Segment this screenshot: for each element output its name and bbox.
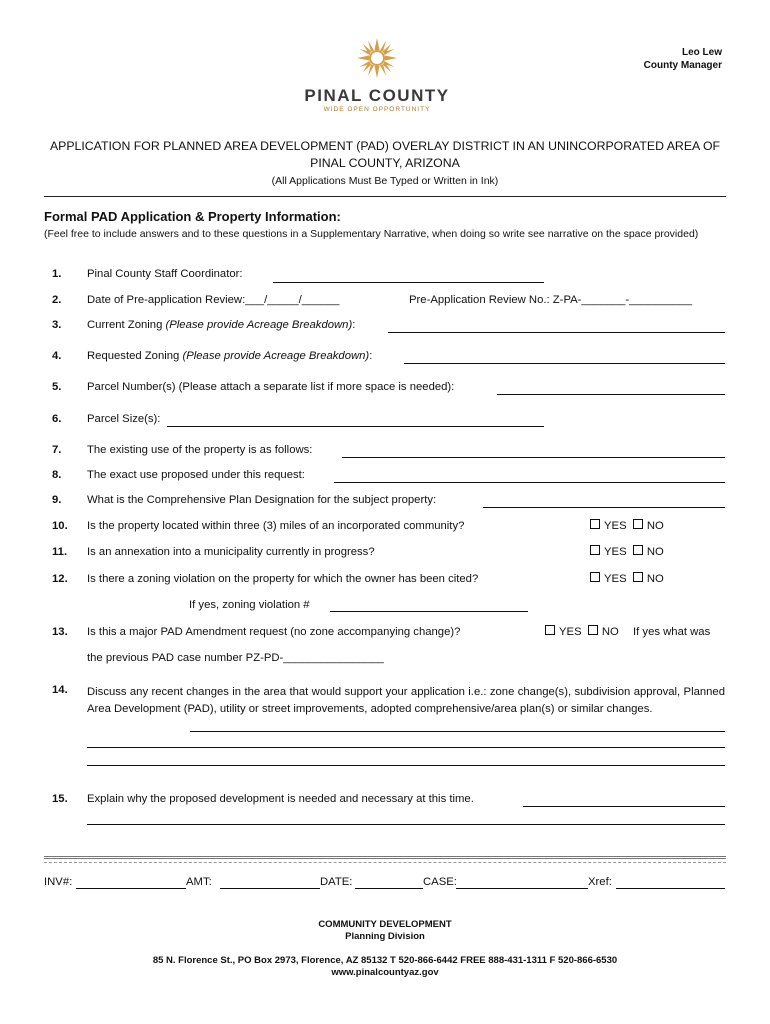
q9-label: What is the Comprehensive Plan Designation for the subject property:: [87, 494, 437, 506]
recent-changes-field-3[interactable]: [87, 753, 725, 766]
q10-no-checkbox[interactable]: [633, 520, 664, 532]
form-title-line1: APPLICATION FOR PLANNED AREA DEVELOPMENT (PAD) OVERLAY DISTRICT IN AN UNINCORPORATED AREA OF: [49, 139, 721, 153]
form-subtitle: (All Applications Must Be Typed or Written in Ink): [271, 175, 499, 187]
title-divider: [44, 196, 726, 197]
amt-label: AMT:: [186, 876, 212, 888]
q15-number: 15.: [52, 793, 68, 805]
q11-no-checkbox[interactable]: [633, 546, 664, 558]
explain-need-field-2[interactable]: [87, 812, 725, 825]
q4-label-colon: :: [369, 350, 373, 362]
q10-yes-checkbox[interactable]: [590, 520, 627, 532]
q12-label: Is there a zoning violation on the property for which the owner has been cited?: [87, 573, 479, 585]
section-title: Formal PAD Application & Property Information:: [44, 209, 341, 224]
current-zoning-field[interactable]: [388, 320, 725, 333]
q6-label: Parcel Size(s):: [87, 413, 161, 425]
q7-number: 7.: [52, 444, 62, 456]
xref-field[interactable]: [616, 876, 725, 889]
q4-number: 4.: [52, 350, 62, 362]
q10-no-label: NO: [646, 520, 664, 532]
recent-changes-field-2[interactable]: [87, 735, 725, 748]
logo-title: PINAL COUNTY: [304, 86, 450, 105]
explain-need-field-1[interactable]: [523, 794, 725, 807]
staff-coordinator-field[interactable]: [273, 270, 544, 283]
q12-yes-checkbox[interactable]: [590, 573, 627, 585]
recent-changes-field-1[interactable]: [190, 719, 725, 732]
q4-label-note: (Please provide Acreage Breakdown): [182, 350, 370, 362]
q13-number: 13.: [52, 626, 68, 638]
q3-number: 3.: [52, 319, 62, 331]
q5-label: Parcel Number(s) (Please attach a separate list if more space is needed):: [87, 381, 455, 393]
q1-label: Pinal County Staff Coordinator:: [87, 268, 243, 280]
q3-label: [87, 319, 355, 331]
q12-no-checkbox[interactable]: [633, 573, 664, 585]
q13-yes-label: YES: [559, 626, 582, 638]
sun-logo-icon: [355, 36, 399, 80]
q13-yes-checkbox[interactable]: [545, 626, 582, 638]
pre-app-review-no-field[interactable]: Pre-Application Review No.: Z-PA-_______-__________: [409, 294, 693, 306]
q10-number: 10.: [52, 520, 68, 532]
dept-name: COMMUNITY DEVELOPMENT: [318, 919, 452, 930]
pre-app-date-field[interactable]: Date of Pre-application Review:___/_____/______: [87, 294, 340, 306]
q5-number: 5.: [52, 381, 62, 393]
q1-number: 1.: [52, 268, 62, 280]
case-field[interactable]: [456, 876, 588, 889]
q14-number: 14.: [52, 684, 68, 696]
q10-yes-label: YES: [604, 520, 627, 532]
q11-label: Is an annexation into a municipality currently in progress?: [87, 546, 375, 558]
q13-options: [545, 625, 619, 638]
footer-divider: [44, 856, 726, 859]
q8-number: 8.: [52, 469, 62, 481]
q2-number: 2.: [52, 294, 62, 306]
q11-yes-label: YES: [604, 546, 627, 558]
q6-number: 6.: [52, 413, 62, 425]
q12-number: 12.: [52, 573, 68, 585]
q10-options: [590, 519, 664, 532]
q15-label: Explain why the proposed development is needed and necessary at this time.: [87, 793, 474, 805]
comp-plan-field[interactable]: [483, 495, 725, 508]
q9-number: 9.: [52, 494, 62, 506]
date-label: DATE:: [320, 876, 353, 888]
q11-options: [590, 545, 664, 558]
date-field[interactable]: [355, 876, 423, 889]
q11-yes-checkbox[interactable]: [590, 546, 627, 558]
q10-label: Is the property located within three (3) miles of an incorporated community?: [87, 520, 465, 532]
division-name: Planning Division: [345, 931, 425, 942]
q12-yes-label: YES: [604, 573, 627, 585]
dept-website[interactable]: www.pinalcountyaz.gov: [331, 967, 439, 978]
case-label: CASE:: [423, 876, 457, 888]
parcel-size-field[interactable]: [167, 414, 544, 427]
q12-no-label: NO: [646, 573, 664, 585]
q11-no-label: NO: [646, 546, 664, 558]
amt-field[interactable]: [220, 876, 320, 889]
manager-name: Leo Lew: [681, 47, 722, 58]
q13-no-label: NO: [601, 626, 619, 638]
manager-block: [644, 46, 722, 72]
proposed-use-field[interactable]: [334, 470, 725, 483]
q12-options: [590, 572, 664, 585]
existing-use-field[interactable]: [342, 445, 725, 458]
q4-label: [87, 350, 372, 362]
parcel-numbers-field[interactable]: [497, 382, 725, 395]
manager-role: County Manager: [643, 60, 722, 71]
q13-if-yes-label: If yes what was: [633, 626, 711, 638]
q13-label: Is this a major PAD Amendment request (no zone accompanying change)?: [87, 626, 461, 638]
zoning-violation-field[interactable]: [330, 599, 528, 612]
q8-label: The exact use proposed under this request:: [87, 469, 305, 481]
q14-label: Discuss any recent changes in the area that would support your application i.e.: zone change(s), subdivision approval, Planned Area Development (PAD), utility or street improvements, adopted comprehensive/area plan(s) or similar changes.: [87, 686, 725, 715]
xref-label: Xref:: [588, 876, 612, 888]
inv-field[interactable]: [76, 876, 186, 889]
requested-zoning-field[interactable]: [404, 351, 725, 364]
form-title: [40, 138, 730, 172]
q3-label-main: Current Zoning: [87, 319, 166, 331]
q11-number: 11.: [52, 546, 68, 558]
q4-label-main: Requested Zoning: [87, 350, 183, 362]
previous-pad-case-field[interactable]: the previous PAD case number PZ-PD-________________: [87, 652, 384, 664]
q3-label-colon: :: [352, 319, 356, 331]
form-title-line2: PINAL COUNTY, ARIZONA: [310, 156, 460, 170]
dept-address: 85 N. Florence St., PO Box 2973, Florence, AZ 85132 T 520-866-6442 FREE 888-431-1311 F 520-866-6530: [152, 955, 618, 966]
zoning-violation-label: If yes, zoning violation #: [189, 599, 310, 611]
q7-label: The existing use of the property is as follows:: [87, 444, 313, 456]
logo-tagline: WIDE OPEN OPPORTUNITY: [323, 106, 431, 113]
q3-label-note: (Please provide Acreage Breakdown): [165, 319, 353, 331]
q13-no-checkbox[interactable]: [588, 626, 619, 638]
footer-divider-dashed: [44, 862, 726, 863]
section-note: (Feel free to include answers and to these questions in a Supplementary Narrative, when doing so write see narrative on the space provided): [44, 228, 699, 240]
inv-label: INV#:: [44, 876, 73, 888]
